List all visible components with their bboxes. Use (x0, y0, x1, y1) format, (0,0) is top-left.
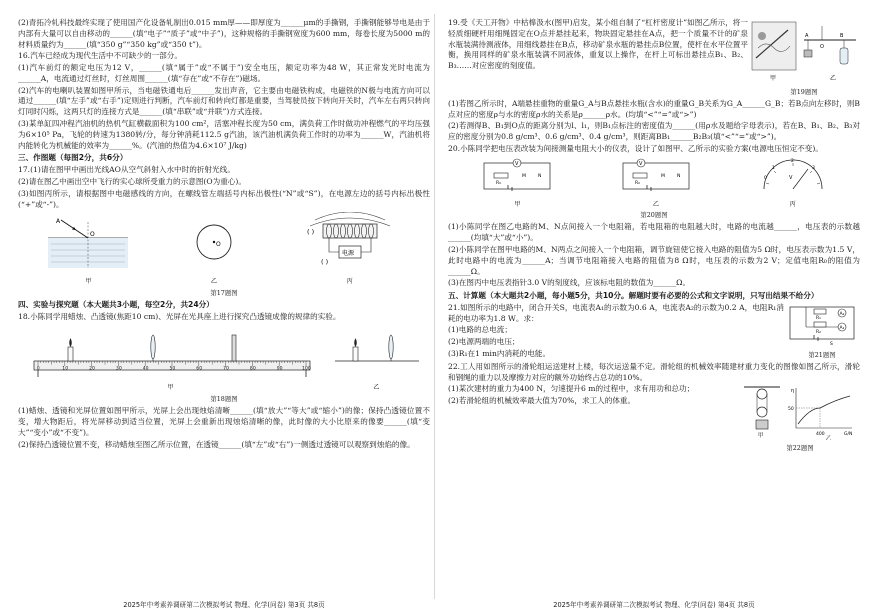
svg-text:A₁: A₁ (839, 325, 845, 331)
fig18-caption: 第18题图 (210, 395, 238, 404)
q19-block (448, 18, 860, 99)
fig21-caption: 第21题图 (808, 350, 836, 359)
right-page (448, 18, 860, 455)
fig19-label-a: 甲 (770, 75, 777, 82)
q22-text (448, 384, 740, 455)
right-footer: 2025年中考素养调研第二次模拟考试 物理、化学(问卷) 第4页 共8页 (553, 601, 755, 609)
q20-3: (3)在图丙中电压表指针3.0 V的刻度线，应该标电阻的数值为______Ω。 (448, 278, 691, 288)
svg-text:A₂: A₂ (839, 311, 845, 317)
ball-diagram (184, 216, 244, 274)
q20-1: (1)小陈同学在图乙电路的M、N点间接入一个电阻箱，若电阻箱的电阻越大时，电路的电流越______，电压表的示数越______(均填“大”或“小”)。 (448, 222, 860, 243)
bench-tick-label: 0 (36, 366, 40, 372)
fig18 (18, 325, 430, 394)
fig20-a (478, 157, 556, 210)
fig17-label-a: 甲 (85, 278, 92, 286)
svg-text:V: V (515, 160, 519, 167)
q20-intro: 20.小陈同学把电压表改装为间接测量电阻大小的仪表，设计了如图甲、乙所示的实验方案(电源电压恒定不变)。 (448, 144, 823, 153)
fig20-label-c: 丙 (789, 200, 796, 208)
q20-2: (2)小陈同学在图甲电路的M、N两点之间接入一个电阻箱，调节旋钮使它接入电路的阻值为5 Ω时，电压表示数为1.5 V，此时电路中的电流为______A；当调节电阻箱接入电路的阻值为8 Ω时，电压表的示数为2 V；定值电阻R₀的阻值为______Ω。 (448, 245, 860, 276)
section-5-heading: 五、计算题（本大题共2小题，每小题5分，共10分。解题时要有必要的公式和文字说明，只写出结果不给分） (448, 291, 819, 301)
fig18-label-b: 乙 (373, 384, 380, 392)
fig17-c (295, 212, 405, 287)
fig22-tick-50: 50 (788, 407, 794, 413)
svg-text:A: A (805, 33, 809, 39)
circuit-b-diagram (617, 157, 695, 197)
svg-text:0: 0 (763, 175, 767, 181)
q22-block (448, 384, 860, 455)
q18-2: (2)保持凸透镜位置不变，移动蜡烛至图乙所示位置，在透镜______(填“左”或“右”)一侧透过透镜可以观察到烛焰的像。 (18, 439, 415, 449)
power-source-label: 电源 (341, 250, 354, 258)
svg-text:N: N (676, 173, 681, 179)
svg-text:S: S (830, 341, 833, 347)
svg-text:( ): ( ) (320, 258, 328, 267)
page-divider (434, 14, 435, 599)
svg-text:M: M (660, 173, 665, 179)
fig21 (784, 303, 860, 362)
refraction-diagram (43, 216, 133, 274)
fig20 (448, 157, 860, 210)
pulley-efficiency-diagram (740, 384, 860, 440)
svg-text:R₀: R₀ (496, 180, 502, 186)
optical-bench-diagram (26, 325, 316, 381)
q17-2: (2)请在图乙中画出空中飞行的实心球所受重力的示意图(O为重心)。 (18, 176, 246, 186)
svg-text:V: V (788, 174, 793, 181)
fig20-c (756, 157, 830, 210)
svg-text:B: B (840, 33, 844, 39)
fig20-b (617, 157, 695, 210)
q22-intro: 22.工人用如图所示的滑轮组运送建材上楼，每次运送量不定。滑轮组的机械效率随建材重力变化的图像如图乙所示，滑轮和钢绳的重力以及摩擦力对应的额外功始终占总功的10%。 (448, 361, 860, 382)
q19-2: (2)若测得B、B₁到O点的距离分别为l、l₁，则B₁点标注的密度值为______(用ρ水及题给字母表示)，若在B、B₁、B₂、B₃对应的密度分别为0.8 g/cm³、0.6 g/cm³、0.4 g/cm³，则距离BB₁______B₂B₃(填“<”“=”或“>”)。 (448, 121, 860, 142)
svg-text:R₂: R₂ (816, 329, 821, 335)
q16-2: (2)汽车的电喇叭装置如图甲所示，当电磁铁通电后______发出声音，它主要由电磁铁构成，电磁铁的N极与电流方向可以通过______(填“左手”或“右手”)定则进行判断，汽车前灯和转向灯都是重要，当驾驶员按下转向开关时，汽车左右两只转向灯同时闪烁，这两只灯的连接方式是______(填“串联”或“并联”)方式连接。 (18, 85, 430, 117)
q21-2: (2)电源两端的电压； (448, 337, 520, 347)
svg-text:A: A (56, 218, 61, 226)
bench-tick-label: 50 (169, 366, 175, 372)
q17-1: 17.(1)请在图甲中画出光线AO从空气斜射入水中时的折射光线。 (18, 165, 235, 175)
fig17 (18, 212, 430, 287)
q18-1: (1)蜡烛、透镜和光屏位置如图甲所示，光屏上会出现烛焰清晰______(填“放大”“等大”或“缩小”)的像；保持凸透镜位置不变，增大物距后，将光屏移动到适当位置，光屏上会重新出现烛焰清晰的像，此时像的大小比原来的像要______(填“变大”“变小”或“不变”)。 (18, 406, 430, 437)
q16-part2-steel: (2)青拓冷轧科技最终实现了使用国产化设备轧制出0.015 mm厚——即厚度为______μm的手撕钢，手撕钢能够导电是由于内部有大量可以自由移动的______(填“电子”“质子”或“中子”)，这种规格的手撕钢宽度为600 mm，每卷长度为5000 m的材料质量约为______(填“350 g”“350 kg”或“350 t”)。 (18, 18, 430, 49)
bench-tick-label: 60 (195, 366, 202, 372)
voltmeter-dial-diagram (756, 157, 830, 197)
svg-text:( ): ( ) (306, 228, 314, 237)
fig22-label-a: 甲 (758, 433, 764, 440)
svg-text:3: 3 (811, 165, 815, 171)
fig22-axis-y: η (791, 388, 795, 395)
circuit-a-diagram (478, 157, 556, 197)
fig19 (748, 18, 860, 99)
fig18-a (26, 325, 316, 394)
fig18-b (331, 325, 423, 394)
candle-lens-diagram (331, 325, 423, 381)
fig22-label-b: 乙 (826, 436, 832, 441)
q16-3: (3)某单缸四冲程汽油机的热机气缸横截面积为100 cm²，活塞冲程长度为50 cm，满负荷工作时做功冲程燃气的平均压强为6×10⁵ Pa，飞轮的转速为1380转/分，每分钟消耗112.5 g汽油，该汽油机满负荷工作时的功率为______W，汽油机将内能转化为机械能的效率为______%。(汽油的热值为4.6×10⁷ J/kg) (18, 119, 430, 150)
fig20-label-b: 乙 (652, 200, 660, 208)
bench-tick-label: 30 (115, 366, 122, 372)
svg-text:N: N (538, 173, 542, 179)
q16-intro: 16.汽车已经成为现代生活中不可缺少的一部分。 (18, 51, 182, 61)
svg-text:V: V (638, 160, 643, 167)
svg-text:R₁: R₁ (816, 315, 821, 321)
svg-text:O: O (820, 44, 824, 50)
q19-text (448, 18, 748, 99)
q19-1: (1)若图乙所示时，A端悬挂重物的重量G_A与B点悬挂水瓶(含水)的重量G_B关系为G_A______G_B；若B点向左移时，则B点对应的密度ρ与水的密度ρ水的关系是ρ______ρ水。(均填“<”“=”或“>”) (448, 98, 860, 119)
svg-text:O: O (90, 231, 96, 239)
svg-text:M: M (522, 173, 527, 179)
fig17-b (184, 216, 244, 287)
left-page (18, 18, 430, 451)
fig17-label-b: 乙 (210, 278, 218, 286)
lever-densimeter-diagram (748, 18, 860, 84)
bench-tick-label: 90 (276, 366, 283, 372)
bench-tick-label: 100 (301, 366, 311, 372)
left-footer: 2025年中考素养调研第二次模拟考试 物理、化学(问卷) 第3页 共8页 (123, 601, 325, 609)
q17-3: (3)如图丙所示，请根据图中电磁感线的方向，在螺线管左端括号内标出极性(“N”或“S”)，在电源左边的括号内标出极性(“+”或“-”)。 (18, 188, 430, 209)
q22-2: (2)若滑轮组的机械效率最大值为70%，求工人的体重。 (448, 396, 636, 406)
bench-tick-label: 40 (142, 366, 149, 372)
q21-intro: 21.如图所示的电路中，闭合开关S，电流表A₁的示数为0.6 A，电流表A₂的示数为0.2 A，电阻R₁消耗的电功率为1.8 W。求： (448, 302, 784, 323)
section-3-heading: 三、作图题（每图2分，共6分） (18, 153, 128, 163)
q21-block (448, 303, 860, 362)
fig22 (740, 384, 860, 455)
fig20-label-a: 甲 (514, 200, 521, 208)
svg-text:R₀: R₀ (634, 180, 640, 186)
bench-tick-label: 10 (61, 366, 68, 372)
fig22-tick-400: 400 (816, 432, 825, 438)
q16-1: (1)汽车前灯的额定电压为12 V，______(填“属于”或“不属于”)安全电压，额定功率为48 W，其正常发光时电流为______A，电流通过灯丝时，灯丝周围______(填“存在”或“不存在”)磁场。 (18, 63, 430, 83)
fig22-caption: 第22题图 (786, 444, 814, 453)
bench-tick-label: 80 (249, 366, 256, 372)
q21-3: (3)R₁在1 min内消耗的电能。 (448, 349, 551, 359)
bench-tick-label: 20 (88, 366, 95, 372)
q19-intro: 19.受《天工开物》中枯槔汲水(图甲)启发，某小组自制了“杠杆密度计”如图乙所示，将一轻质细硬杆用细绳固定在O点并悬挂起来，物块固定悬挂在A点，把一个质量不计的矿泉水瓶装满待测液体，用细线悬挂在B点，移动矿泉水瓶的悬挂点B位置，使杆在水平位置平衡，换用同样的矿泉水瓶装满不同液体，重复以上操作，在杆上可标出悬挂点B₁、B₂、B₃……对应密度的刻度值。 (448, 18, 748, 71)
section-4-heading: 四、实验与探究题（本大题共3小题，每空2分，共24分） (18, 299, 214, 309)
q18-intro: 18.小陈同学用蜡烛、凸透镜(焦距10 cm)、光屏在光具座上进行探究凸透镜成像的规律的实验。 (18, 311, 341, 321)
fig22-axis-x: G/N (844, 432, 853, 438)
fig17-label-c: 丙 (346, 278, 353, 286)
q22-1: (1)某次建材的重力为400 N，匀速提升6 m的过程中，求有用功和总功； (448, 384, 695, 394)
solenoid-diagram (295, 212, 405, 274)
fig19-label-b: 乙 (830, 75, 837, 82)
fig17-a (43, 216, 133, 287)
q21-text (448, 303, 784, 362)
fig18-label-a: 甲 (167, 384, 174, 392)
fig20-caption: 第20题图 (640, 211, 668, 220)
svg-text:2: 2 (790, 158, 794, 164)
svg-text:1: 1 (771, 165, 775, 171)
fig17-caption: 第17题图 (210, 288, 238, 297)
svg-text:O: O (215, 241, 221, 249)
parallel-circuit-diagram (784, 303, 860, 347)
fig19-caption: 第19题图 (790, 87, 818, 96)
bench-tick-label: 70 (222, 366, 229, 372)
q21-1: (1)电路的总电流； (448, 325, 512, 335)
